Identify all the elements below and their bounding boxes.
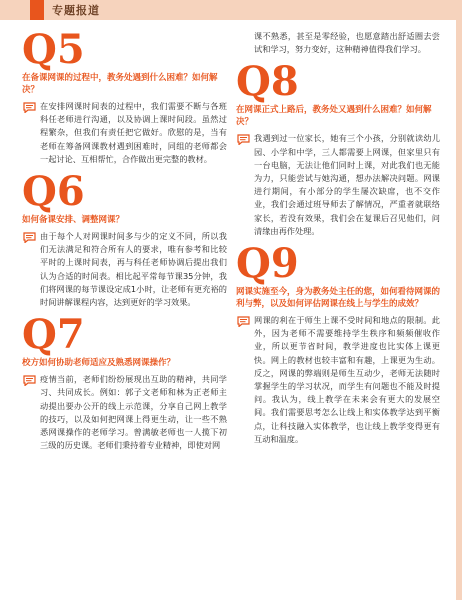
- question-number: Q7: [22, 311, 85, 359]
- question-text: 在备课网课的过程中，教务处遇到什么困难？如何解决？: [22, 73, 218, 95]
- qa-block-q9: [236, 240, 441, 446]
- header-accent-bar: [30, 0, 44, 20]
- qa-block-q5: [22, 26, 227, 166]
- answer-text: 疫情当前，老师们纷纷展现出互助的精神，共同学习、共同成长。例如：郭子文老师和林为正老师主动提出要办公开的线上示范课，分享自己网上教学的技巧，以及如何把网课上得更生动，让一些不熟悉网课操作的老师学习。曾满敏老师也一人揽下初三级的历史课。老师们秉持着专业精神，即使对网: [40, 374, 227, 451]
- answer-text: 我遇到过一位家长，她有三个小孩，分别就读幼儿园、小学和中学，三人都需要上网课，但家里只有一台电脑，无法让他们同时上课，对此我们也无能为力，只能尝试与她沟通，想办法解决问题。网课进行期间，有小部分的学生屡次缺席，也不交作业，我们会通过班导师去了解情况，严重者就联络家长，若没有效果，我们会在复课后召见他们，问清缘由再作处理。: [254, 133, 440, 236]
- answer-text: 在安排网课时间表的过程中，我们需要不断与各班科任老师进行沟通，以及协调上课时间段。虽然过程繁杂，但我们有责任把它做好。欣慰的是，当有老师在筹备网课教材遇到困难时，同组的老师都会一起讨论、互相帮忙，合作做出更完整的教材。: [40, 101, 227, 164]
- answer-text: 网课的利在于师生上课不受时间和地点的限制。此外，因为老师不需要维持学生秩序和频频催收作业，所以更节省时间，教学进度也比实体上课更快。网上的教材也较丰富和有趣，上课更为生动。反之，网课的弊端则是师生互动少，老师无法随时掌握学生的学习状况，而学生有问题也不能及时提问。我认为，线上教学在未来会有更大的发展空间。我们需要思考怎么让线上和实体教学达到平衡点，让科技融入实体教学，也让线上教学变得更有互动和温度。: [254, 315, 440, 444]
- speech-bubble-icon: [22, 101, 36, 113]
- qa-block-q7-continued: [236, 30, 440, 56]
- answer: [236, 132, 440, 238]
- qa-block-q7: [22, 311, 227, 452]
- section-title: 专题报道: [52, 4, 100, 17]
- answer-text-continued: 课不熟悉，甚至是零经验，也愿意踏出舒适圈去尝试和学习，努力变好，这种精神值得我们学习。: [254, 31, 440, 55]
- left-column: [22, 26, 227, 458]
- question-number: Q9: [236, 240, 299, 288]
- qa-block-q8: [236, 58, 440, 238]
- answer: [22, 373, 227, 452]
- question-text: 校方如何协助老师适应及熟悉网课操作？: [22, 358, 176, 369]
- question-text: 如何备课安排、调整网课？: [22, 215, 125, 226]
- speech-bubble-icon: [22, 231, 36, 243]
- question-number: Q5: [22, 26, 85, 73]
- question-number: Q8: [236, 58, 299, 106]
- qa-block-q6: [22, 168, 227, 309]
- answer-text: 由于每个人对网课时间多与少的定义不同，所以我们无法满足和符合所有人的要求，唯有参考和比较平时的上课时间表，再与科任老师协调后提出我们认为合适的时间表。相比起平常每节课35分钟，我们将网课的每节课设定成1小时，让老师有更充裕的时间讲解课程内容，达到更好的学习效果。: [40, 231, 227, 308]
- right-column: [236, 30, 440, 452]
- answer: [22, 230, 227, 309]
- question-text: 在网课正式上路后，教务处又遇到什么困难？如何解决？: [236, 105, 432, 128]
- speech-bubble-icon: [236, 315, 250, 327]
- speech-bubble-icon: [236, 133, 250, 145]
- speech-bubble-icon: [22, 374, 36, 386]
- side-decoration: [456, 0, 462, 600]
- question-text: 网课实施至今，身为教务处主任的您，如何看待网课的利与弊，以及如何评估网课在线上与学生的成效？: [236, 287, 441, 310]
- answer: [236, 314, 440, 446]
- question-number: Q6: [22, 168, 85, 216]
- section-header: [0, 0, 462, 20]
- answer: [22, 100, 227, 166]
